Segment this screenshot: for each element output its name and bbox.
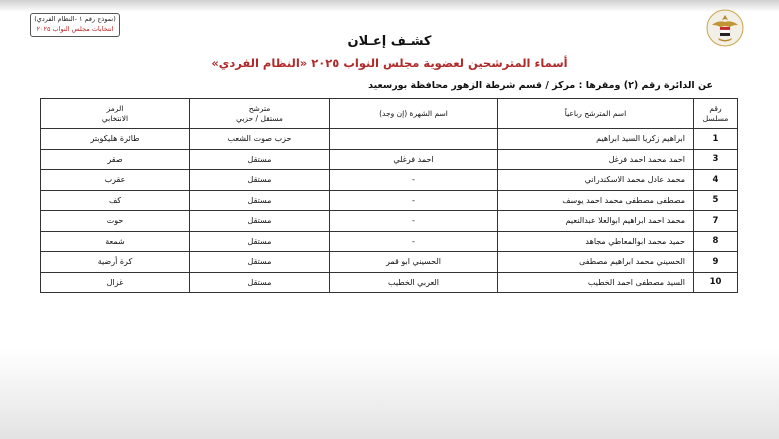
cell-party: حزب صوت الشعب <box>190 129 330 150</box>
table-row <box>41 149 738 170</box>
cell-name: مصطفى مصطفى محمد احمد يوسف <box>498 190 694 211</box>
cell-number: 9 <box>694 252 738 273</box>
cell-name: احمد محمد احمد فرغل <box>498 149 694 170</box>
cell-nickname: الحسيني ابو قمر <box>330 252 498 273</box>
cell-name: الحسيني محمد ابراهيم مصطفى <box>498 252 694 273</box>
table-row <box>41 190 738 211</box>
cell-party: مستقل <box>190 272 330 293</box>
cell-party: مستقل <box>190 170 330 191</box>
cell-symbol: شمعة <box>41 231 190 252</box>
cell-name: حميد محمد ابوالمعاطي مجاهد <box>498 231 694 252</box>
cell-nickname <box>330 129 498 150</box>
cell-nickname: - <box>330 211 498 232</box>
cell-nickname: - <box>330 170 498 191</box>
cell-party: مستقل <box>190 231 330 252</box>
header-name: اسم المترشح رباعياً <box>498 99 694 129</box>
cell-number: 3 <box>694 149 738 170</box>
cell-party: مستقل <box>190 149 330 170</box>
cell-nickname: احمد فرغلي <box>330 149 498 170</box>
header-number: رقم مسلسل <box>694 99 738 129</box>
cell-symbol: طائرة هليكوبتر <box>41 129 190 150</box>
cell-name: السيد مصطفى احمد الخطيب <box>498 272 694 293</box>
form-label-line2: انتخابات مجلس النواب ٢٠٢٥ <box>36 25 114 33</box>
table-row <box>41 272 738 293</box>
cell-nickname: - <box>330 231 498 252</box>
page-title: كشـف إعـلان <box>347 34 432 49</box>
district-info: عن الدائرة رقم (٢) ومقرها : مركز / قسم شرطة الزهور محافظة بورسعيد <box>368 80 713 91</box>
cell-symbol: كرة أرضية <box>41 252 190 273</box>
table-row <box>41 252 738 273</box>
cell-party: مستقل <box>190 190 330 211</box>
header-party: مترشح مستقل / حزبي <box>190 99 330 129</box>
cell-party: مستقل <box>190 252 330 273</box>
cell-party: مستقل <box>190 211 330 232</box>
bottom-shading <box>0 349 779 439</box>
cell-name: محمد احمد ابراهيم ابوالعلا عبدالنعيم <box>498 211 694 232</box>
cell-number: 7 <box>694 211 738 232</box>
top-shading <box>0 0 779 12</box>
page-subtitle: أسماء المترشحين لعضوية مجلس النواب ٢٠٢٥ «النظام الفردي» <box>211 56 568 70</box>
cell-nickname: العربي الخطيب <box>330 272 498 293</box>
cell-symbol: كف <box>41 190 190 211</box>
cell-number: 5 <box>694 190 738 211</box>
cell-symbol: غزال <box>41 272 190 293</box>
cell-number: 8 <box>694 231 738 252</box>
cell-symbol: صقر <box>41 149 190 170</box>
cell-name: محمد عادل محمد الاسكندراني <box>498 170 694 191</box>
header-nickname: اسم الشهرة (إن وجد) <box>330 99 498 129</box>
cell-number: 1 <box>694 129 738 150</box>
cell-nickname: - <box>330 190 498 211</box>
table-header-row <box>41 99 738 129</box>
table-row <box>41 129 738 150</box>
cell-name: ابراهيم زكريا السيد ابراهيم <box>498 129 694 150</box>
cell-symbol: عقرب <box>41 170 190 191</box>
cell-number: 10 <box>694 272 738 293</box>
form-label-line1: (نموذج رقم ١ -النظام الفردي) <box>34 15 116 23</box>
cell-number: 4 <box>694 170 738 191</box>
candidates-table <box>40 98 738 293</box>
header-symbol: الرمز الانتخابي <box>41 99 190 129</box>
table-row <box>41 170 738 191</box>
cell-symbol: حوت <box>41 211 190 232</box>
table-row <box>41 231 738 252</box>
table-row <box>41 211 738 232</box>
